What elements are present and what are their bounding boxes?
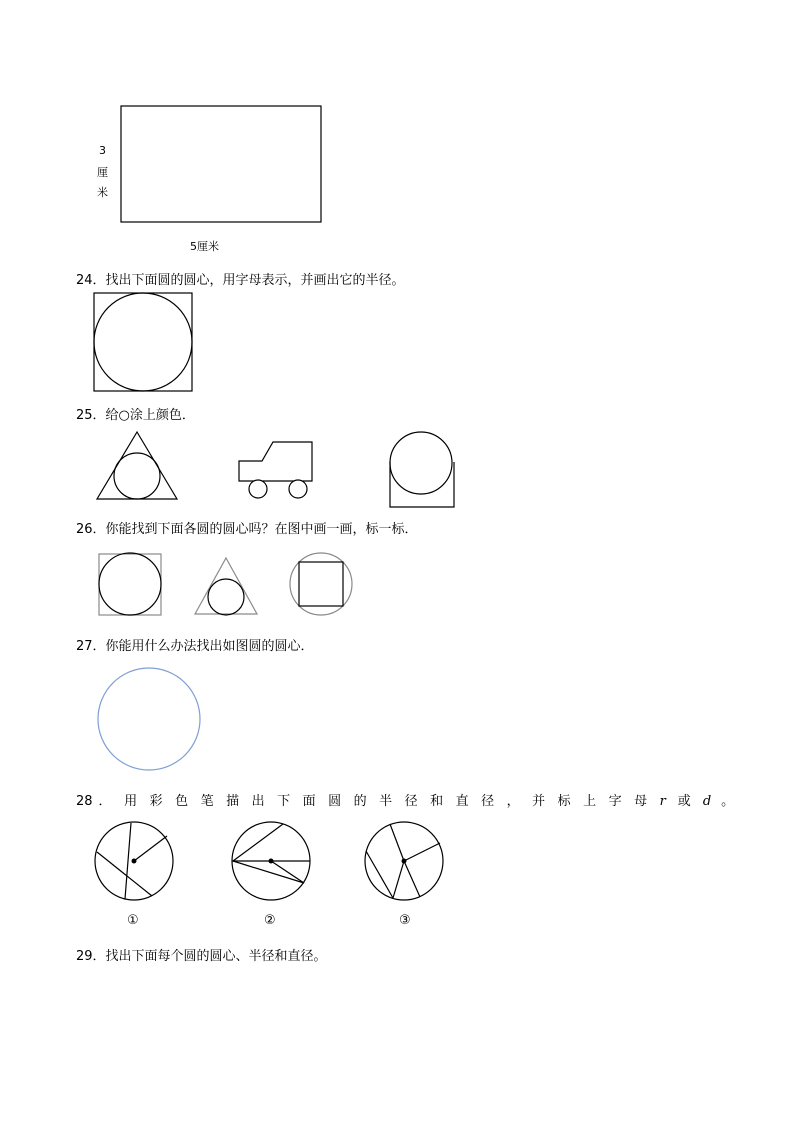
question-27: 27．你能用什么办法找出如图圆的圆心． [76, 639, 314, 654]
question-26: 26．你能找到下面各圆的圆心吗？在图中画一画，标一标． [76, 522, 418, 537]
q28-d: d [702, 794, 712, 809]
q28-c3-line-a [390, 824, 404, 861]
q28-label-1: ① [127, 913, 139, 928]
q28-c3-line-c [404, 861, 420, 897]
q28-number: 28 [76, 794, 93, 809]
q28-c1-chord-2 [125, 823, 131, 899]
bottom-label: 5厘米 [190, 240, 219, 253]
side-label-li: 厘 [97, 166, 108, 179]
q28-c1-center [132, 859, 137, 864]
q28-c3-line-d [393, 861, 404, 898]
q28-r: r [659, 794, 666, 809]
side-label-mi: 米 [97, 186, 108, 199]
side-label-3: 3 [99, 144, 106, 157]
q28-c3-center [402, 859, 407, 864]
question-24: 24．找出下面圆的圆心，用字母表示，并画出它的半径。 [76, 273, 405, 288]
q28-end: 。 [721, 794, 735, 809]
q28-c1-radius [134, 836, 167, 861]
q28-c2-radius [271, 861, 304, 883]
q28-c2-chord [233, 824, 283, 861]
q28-c2-center [269, 859, 274, 864]
q28-c2-chord-2 [233, 861, 304, 883]
q28-text: 用彩色笔描出下面圆的半径和直径，并标上字母 [124, 794, 660, 809]
q28-or: 或 [677, 794, 691, 809]
q28-dot: ． [98, 794, 125, 809]
q28-c3-line-b [404, 843, 440, 861]
q28-label-2: ② [264, 913, 276, 928]
question-25: 25．给○涂上颜色． [76, 408, 195, 423]
q28-c1-chord [97, 852, 152, 896]
question-29: 29．找出下面每个圆的圆心、半径和直径。 [76, 949, 327, 964]
q28-label-3: ③ [399, 913, 411, 928]
